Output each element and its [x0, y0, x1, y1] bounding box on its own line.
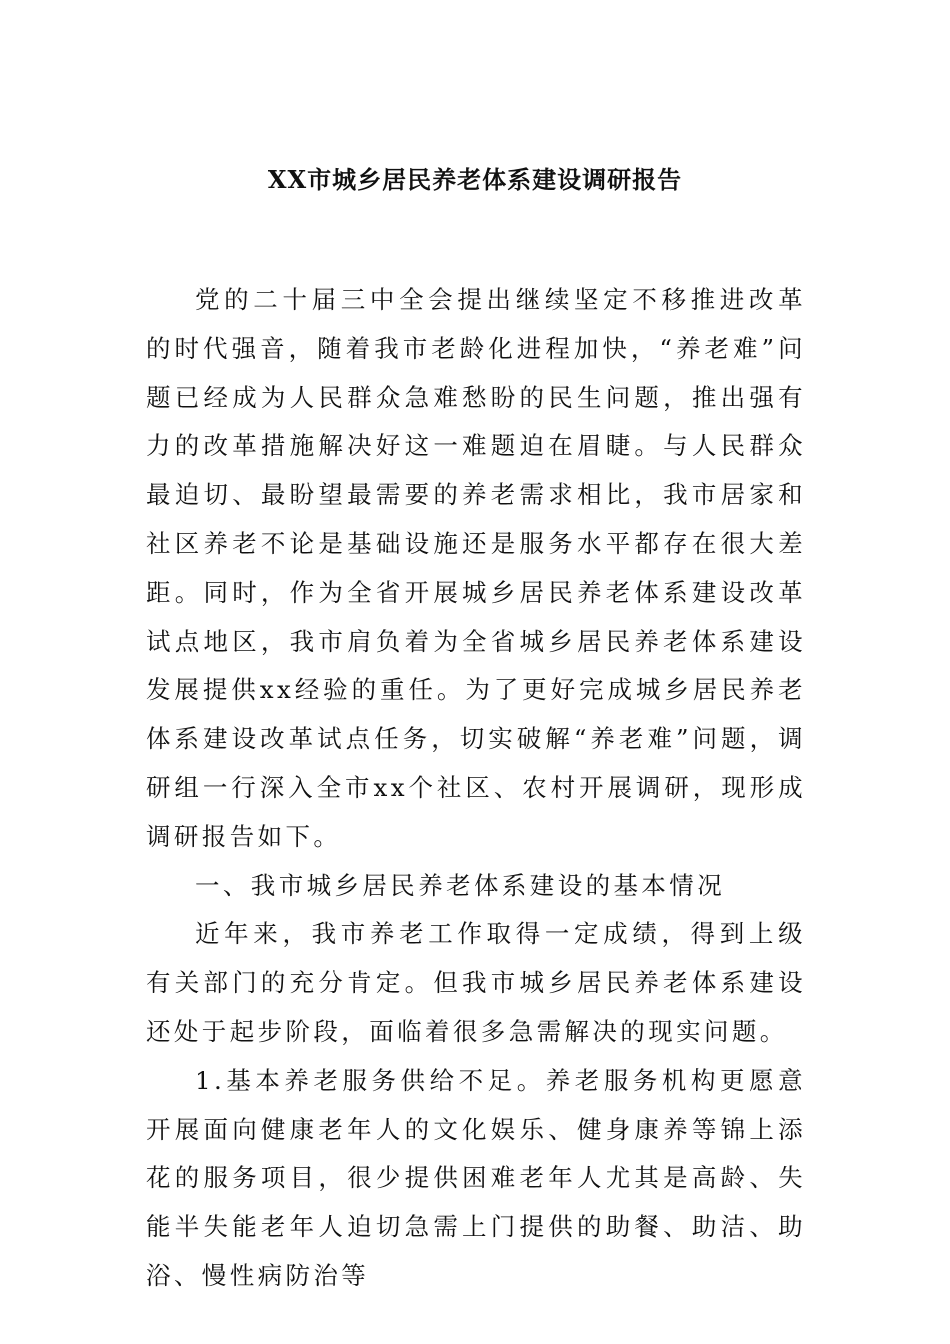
document-body [146, 276, 806, 1301]
paragraph-point-1: 1.基本养老服务供给不足。养老服务机构更愿意开展面向健康老年人的文化娱乐、健身康养等锦上添花的服务项目，很少提供困难老年人尤其是高龄、失能半失能老年人迫切急需上门提供的助餐、助洁、助浴、慢性病防治等 [146, 1065, 806, 1290]
paragraph-intro: 党的二十届三中全会提出继续坚定不移推进改革的时代强音，随着我市老龄化进程加快，“养老难”问题已经成为人民群众急难愁盼的民生问题，推出强有力的改革措施解决好这一难题迫在眉睫。与人民群众最迫切、最盼望最需要的养老需求相比，我市居家和社区养老不论是基础设施还是服务水平都存在很大差距。同时，作为全省开展城乡居民养老体系建设改革试点地区，我市肩负着为全省城乡居民养老体系建设发展提供xx经验的重任。为了更好完成城乡居民养老体系建设改革试点任务，切实破解“养老难”问题，调研组一行深入全市xx个社区、农村开展调研，现形成调研报告如下。 [146, 285, 806, 851]
section-heading-1: 一、我市城乡居民养老体系建设的基本情况 [195, 870, 726, 900]
document-title: XX市城乡居民养老体系建设调研报告 [267, 165, 683, 194]
paragraph-overview: 近年来，我市养老工作取得一定成绩，得到上级有关部门的充分肯定。但我市城乡居民养老体系建设还处于起步阶段，面临着很多急需解决的现实问题。 [146, 919, 806, 1046]
